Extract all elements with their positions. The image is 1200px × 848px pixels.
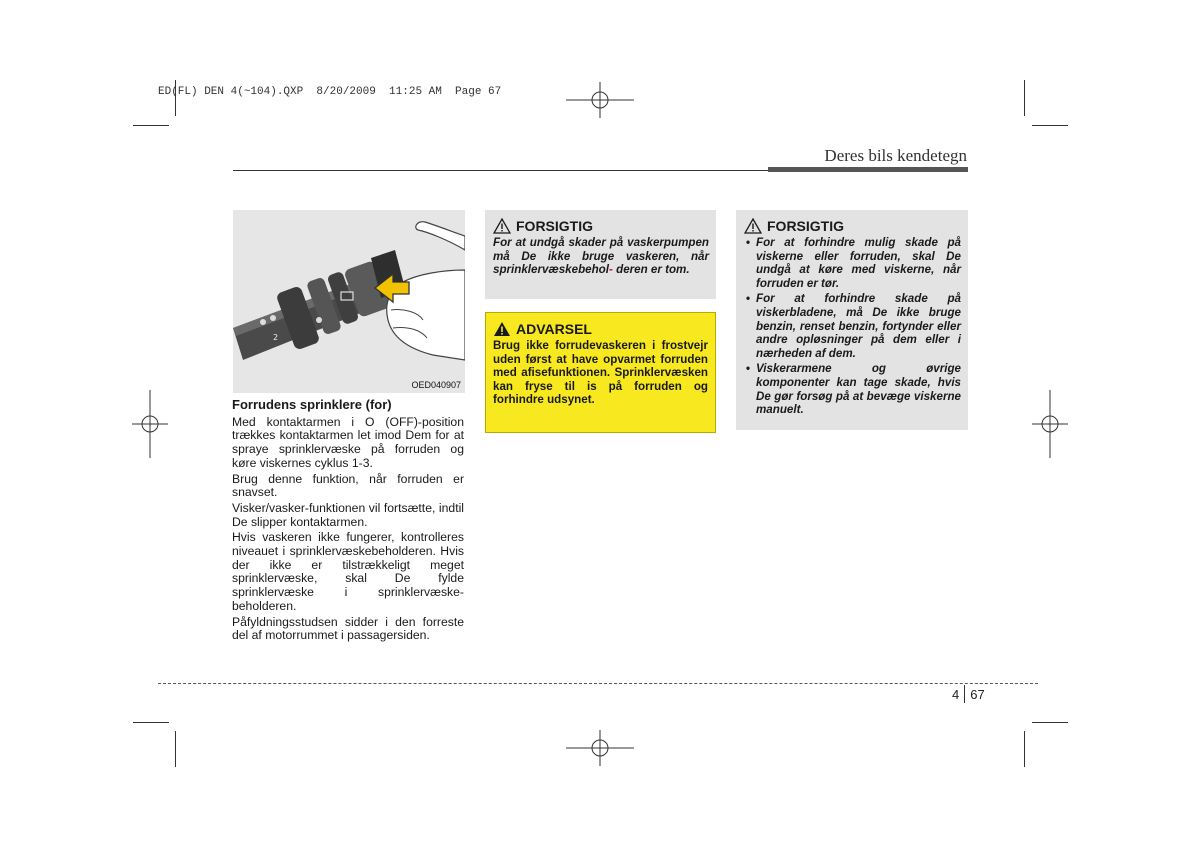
paragraph: Brug denne funktion, når forruden er snavset. (232, 471, 464, 500)
paragraph: Hvis vaskeren ikke fungerer, kontrolleres niveauet i sprinklervæskebeholderen. Hvis der ikke er tilstrækkeligt meget sprinklervæske, skal De fylde sprinklervæske i sprinklervæske-beholderen. (232, 530, 464, 613)
crop-mark (1032, 722, 1068, 723)
caution-title: FORSIGTIG (516, 218, 593, 234)
figure-caption: OED040907 (411, 380, 461, 390)
list-item: • For at forhindre skade på viskerbladene, må De ikke bruge benzin, renset benzin, fortynder eller andre opløsninger på dem eller i nærheden af dem. (744, 292, 961, 360)
svg-text:O: O (317, 329, 324, 338)
list-item: • For at forhindre mulig skade på viskerne eller forruden, skal De undgå at køre med viskerne, når forruden er tør. (744, 236, 961, 290)
warning-text: Brug ikke forrudevaskeren i frostvejr uden først at have opvarmet forruden med afisefunktionen. Sprinklervæsken kan fryse til is på forruden og forhindre udsynet. (493, 339, 708, 407)
caution-text-end: deren er tom. (616, 263, 690, 277)
caution-list (744, 236, 961, 417)
chapter-number: 4 (952, 686, 960, 702)
caution-box (736, 210, 968, 430)
list-item: • Viskerarmene og øvrige komponenter kan tage skade, hvis De gør forsøg på at bevæge viskerne manuelt. (744, 362, 961, 416)
section-title: Deres bils kendetegn (824, 146, 967, 165)
crop-mark (1024, 80, 1025, 116)
header-rule-accent (768, 167, 968, 172)
warning-title: ADVARSEL (516, 321, 592, 337)
page-number (952, 685, 985, 703)
caution-text-main: For at undgå skader på vaskerpumpen må De ikke bruge vaskeren, når sprinklervæskebehol (493, 236, 709, 277)
section-heading: Forrudens sprinklere (for) (232, 397, 392, 412)
registration-mark-icon (566, 82, 634, 118)
caution-text (493, 236, 709, 277)
crop-mark (175, 731, 176, 767)
crop-mark (1032, 125, 1068, 126)
caution-hyphen: - (609, 263, 613, 277)
wiper-stalk-illustration (233, 210, 465, 393)
registration-mark-icon (132, 390, 168, 458)
caution-box (485, 210, 716, 299)
caution-title: FORSIGTIG (767, 218, 844, 234)
print-slug: ED(FL) DEN 4(~104).QXP 8/20/2009 11:25 AM Page 67 (158, 86, 502, 98)
caution-header (493, 218, 709, 234)
paragraph: Visker/vasker-funktionen vil fortsætte, indtil De slipper kontaktarmen. (232, 500, 464, 529)
warning-triangle-filled-icon (493, 321, 511, 337)
page-number-value: 67 (970, 686, 985, 702)
wiper-stalk-figure (233, 210, 465, 393)
page-number-separator (964, 685, 965, 703)
footer-rule (158, 683, 1038, 684)
registration-mark-icon (1032, 390, 1068, 458)
warning-triangle-icon (744, 218, 762, 234)
warning-header (493, 321, 708, 337)
paragraph: Påfyldningsstudsen sidder i den forreste del af motorrummet i passagersiden. (232, 614, 464, 643)
warning-triangle-icon (493, 218, 511, 234)
paragraph: Med kontaktarmen i O (OFF)-position trækkes kontaktarmen let imod Dem for at spraye sprinklervæske på forruden og køre viskernes cyklus 1-3. (232, 414, 464, 470)
main-text-column (232, 398, 464, 645)
warning-box (485, 312, 716, 433)
registration-mark-icon (566, 730, 634, 766)
svg-text:2: 2 (273, 333, 279, 342)
crop-mark (133, 125, 169, 126)
crop-mark (1024, 731, 1025, 767)
caution-header (744, 218, 961, 234)
crop-mark (133, 722, 169, 723)
